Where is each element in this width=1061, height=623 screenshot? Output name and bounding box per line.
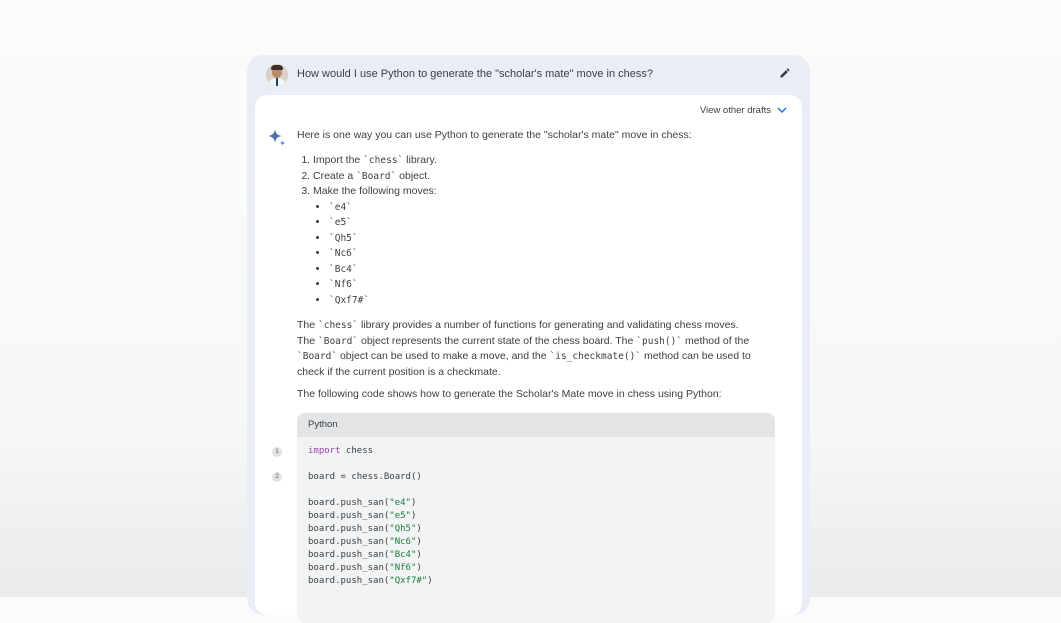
code-intro: The following code shows how to generate the Scholar's Mate move in chess using Python: [297, 388, 722, 400]
view-other-drafts-button[interactable] [700, 105, 787, 116]
pencil-icon[interactable] [779, 67, 791, 79]
line-number: 2 [272, 472, 282, 482]
move-item: • `e4` [329, 200, 437, 216]
list-item: 1. Import the `chess` library. [313, 153, 437, 169]
code-line: board = chess.Board() [308, 472, 422, 482]
explanation-paragraph: The `chess` library provides a number of functions for generating and validating chess moves. The `Board` object represents the current state of the chess board. The `push()` method of the `Board` object can be used to make a move, and the `is_checkmate()` method can be used to check if the current position is a checkmate. [297, 319, 751, 378]
steps-list [297, 153, 437, 306]
move-item: • `e5` [329, 215, 437, 231]
list-item: 3. Make the following moves: • `e4` • `e5` • `Qh5` • `Nc6` • `Bc4` • `Nf6` • `Qxf7#` [313, 184, 437, 200]
move-item: • `Nf6` [329, 277, 437, 293]
code-line: board.push_san("e4") [308, 498, 417, 508]
code-line: board.push_san("Qxf7#") [308, 576, 433, 586]
user-prompt-text: How would I use Python to generate the "scholar's mate" move in chess? [297, 68, 653, 80]
code-block [297, 413, 775, 623]
chevron-down-icon [777, 107, 787, 114]
conversation-card [247, 55, 810, 615]
move-item: • `Qh5` [329, 231, 437, 247]
line-number: 1 [272, 447, 282, 457]
code-content [308, 445, 433, 588]
code-line: board.push_san("e5") [308, 511, 417, 521]
move-item: • `Nc6` [329, 246, 437, 262]
moves-list [313, 200, 437, 309]
list-item: 2. Create a `Board` object. [313, 169, 437, 185]
code-line: board.push_san("Nc6") [308, 537, 422, 547]
user-avatar [266, 64, 288, 86]
code-line: import chess [308, 446, 374, 456]
view-other-drafts-label: View other drafts [699, 105, 771, 116]
sparkle-icon [267, 128, 287, 148]
user-prompt-row [247, 55, 810, 95]
code-line: board.push_san("Nf6") [308, 563, 422, 573]
move-item: • `Qxf7#` [329, 293, 437, 309]
move-item: • `Bc4` [329, 262, 437, 278]
response-panel [255, 95, 802, 615]
code-line: board.push_san("Bc4") [308, 550, 422, 560]
code-language-label: Python [297, 413, 775, 437]
code-line: board.push_san("Qh5") [308, 524, 422, 534]
response-intro: Here is one way you can use Python to generate the "scholar's mate" move in chess: [297, 129, 692, 141]
